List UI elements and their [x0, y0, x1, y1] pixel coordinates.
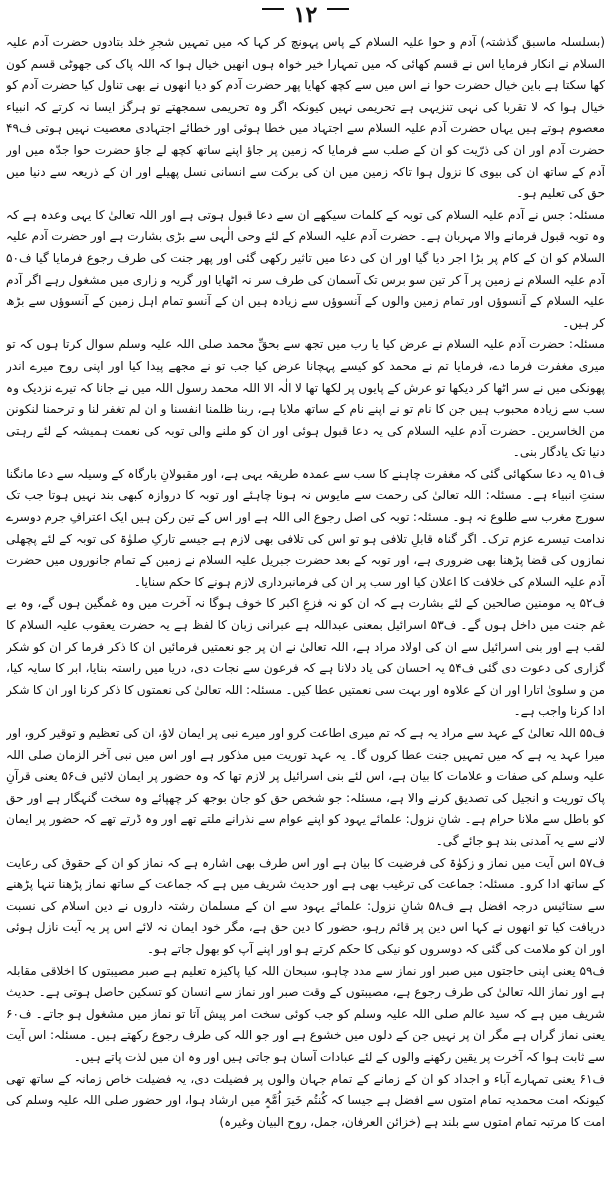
commentary-body	[6, 32, 605, 1190]
commentary-paragraph: ف۵۹ یعنی اپنی حاجتوں میں صبر اور نماز سے مدد چاہو، سبحان اللہ کیا پاکیزہ تعلیم ہے صبر مصیبتوں کا اخلاقی مقابلہ ہے اور نماز اللہ تعالیٰ کی طرف رجوع ہے، مصیبتوں کے وقت صبر اور نماز سے انسان کو تسکین حاصل ہوتی ہے۔ حدیث شریف میں ہے کہ سید عالم صلی اللہ علیہ وسلم کو جب کوئی سخت امر پیش آتا تو نماز میں مشغول ہو جاتے۔ ف۶۰ یعنی نماز گراں ہے مگر ان پر نہیں جن کے دلوں میں خشوع ہے اور جو اللہ کی طرف رجوع رکھتے ہیں۔ مسئلہ: اس آیت سے ثابت ہوا کہ آخرت پر یقین رکھنے والوں کے لئے عبادات آسان ہو جاتی ہیں اور وہ ان میں لذت پاتے ہیں۔	[6, 963, 605, 1064]
commentary-paragraph: مسئلہ: حضرت آدم علیہ السلام نے عرض کیا یا رب میں تجھ سے بحقِّ محمد صلی اللہ علیہ وسلم سوال کرتا ہوں کہ تو میری مغفرت فرما دے، فرمایا تم نے محمد کو کیسے پہچانا عرض کیا جب تو نے مجھے پیدا کیا اور اپنی روح میرے اندر پھونکی میں نے سر اٹھا کر دیکھا تو عرش کے پایوں پر لکھا تھا لا الٰہ الا اللہ محمد رسول اللہ میں نے جانا کہ تیرے نزدیک وہ سب سے زیادہ محبوب ہیں جن کا نام تو نے اپنے نام کے ساتھ ملایا ہے، ربنا ظلمنا انفسنا و ان لم تغفر لنا و ترحمنا لنکونن من الخاسرین۔ حضرت آدم علیہ السلام کی یہ دعا قبول ہوئی اور ان کو ملنے والی توبہ کی نعمت ہمیشہ کے لئے رہتی دنیا تک یادگار بنی۔	[6, 337, 605, 460]
page-number-ornament-right	[327, 8, 349, 10]
commentary-paragraph: ف۵۲ یہ مومنین صالحین کے لئے بشارت ہے کہ ان کو نہ فزعِ اکبر کا خوف ہوگا نہ آخرت میں وہ غمگین ہوں گے، وہ بے غم جنت میں داخل ہوں گے۔ ف۵۳ اسرائیل بمعنی عبداللہ ہے عبرانی زبان کا لفظ ہے یہ حضرت یعقوب علیہ السلام کا لقب ہے اور بنی اسرائیل سے ان کی اولاد مراد ہے، اللہ تعالیٰ نے ان پر جو نعمتیں فرمائیں ان کا ذکر فرما کر ان کو شکر گزاری کی دعوت دی گئی ف۵۴ یہ احسان کی یاد دلانا ہے کہ فرعون سے نجات دی، دریا میں راستہ بنایا، ابر کا سایہ کیا، من و سلویٰ اتارا اور ان کے علاوہ اور بہت سی نعمتیں عطا کیں۔ مسئلہ: اللہ تعالیٰ کی نعمتوں کا ذکر کرنا اور ان کا شکر ادا کرنا واجب ہے۔	[6, 596, 605, 719]
commentary-paragraph: (بسلسلہ ماسبق گذشتہ) آدم و حوا علیہ السلام کے پاس پہونچ کر کہا کہ میں تمہیں شجرِ خلد بتادوں حضرت آدم علیہ السلام نے انکار فرمایا اس نے قسم کھائی کہ میں تمہارا خیر خواہ ہوں انھیں خیال ہوا کہ اللہ پاک کی جھوٹی قسم کون کھا سکتا ہے باین خیال حضرت حوا نے اس میں سے کچھ کھایا پھر حضرت آدم کو دیا انھوں نے بھی تناول کیا حضرت آدم کو خیال ہوا کہ لا تقربا کی نہی تنزیہی ہے تحریمی نہیں کیونکہ اگر وہ تحریمی سمجھتے تو ہرگز ایسا نہ کرتے کہ انبیاء معصوم ہوتے ہیں یہاں حضرت آدم علیہ السلام سے اجتہاد میں خطا ہوئی اور خطائے اجتہادی معصیت نہیں ہوتی ف۴۹ حضرت آدم اور ان کی ذرّیت کو ان کے صلب سے فرمایا کہ زمین پر جاؤ اپنے ساتھ کچھ لے جاؤ حضرت حوا جدّہ میں اور آدم کے ساتھ ان کی بیوی کا نزول ہوا تاکہ زمین میں ان کی برکت سے انسانی نسل پھیلے اور ان کے ذریعہ سے دنیا میں حق کی تعلیم ہو۔	[6, 35, 605, 201]
commentary-paragraph: ف۵۱ یہ دعا سکھائی گئی کہ مغفرت چاہنے کا سب سے عمدہ طریقہ یہی ہے، اور مقبولانِ بارگاہ کے وسیلہ سے دعا مانگنا سنتِ انبیاء ہے۔ مسئلہ: اللہ تعالیٰ کی رحمت سے مایوس نہ ہونا چاہئے اور توبہ کا دروازہ کبھی بند نہیں ہوتا جب تک سورج مغرب سے طلوع نہ ہو۔ مسئلہ: توبہ کی اصل رجوع الی اللہ ہے اور اس کے تین رکن ہیں ایک اعترافِ جرم دوسرے ندامت تیسرے عزم ترک۔ اگر گناہ قابلِ تلافی ہو تو اس کی تلافی بھی لازم ہے جیسے تارکِ صلوٰۃ کی توبہ کے لئے پچھلی نمازوں کی قضا پڑھنا بھی ضروری ہے، اور توبہ کے بعد حضرت جبریل علیہ السلام نے زمین کے تمام جانوروں میں حضرت آدم علیہ السلام کی خلافت کا اعلان کیا اور سب پر ان کی فرمانبرداری لازم ہونے کا حکم سنایا۔	[6, 466, 605, 589]
page-number: ۱۲	[293, 2, 318, 28]
commentary-paragraph: مسئلہ: جس نے آدم علیہ السلام کی توبہ کے کلمات سیکھے ان سے دعا قبول ہوتی ہے اور اللہ تعالیٰ کا یہی وعدہ ہے کہ وہ توبہ قبول فرمانے والا مہربان ہے۔ حضرت آدم علیہ السلام کے لئے وحی الٰہی سے بڑی بشارت ہے اور حضرت آدم علیہ السلام کو ان کے کام پر بڑا اجر دیا گیا اور ان کی دعا میں تاثیر رکھی گئی اور پھر جنت کی طرف رجوع فرمایا گیا ف۵۰ آدم علیہ السلام نے زمین پر آ کر تین سو برس تک آسمان کی طرف سر نہ اٹھایا اور گریہ و زاری میں مشغول رہے اگر آدم علیہ السلام کے آنسوؤں اور تمام زمین والوں کے آنسوؤں سے زیادہ ہیں ان کے آنسو تمام اہل زمین کے آنسوؤں سے بڑھ کر ہیں۔	[6, 207, 605, 330]
commentary-paragraph: ف۵۷ اس آیت میں نماز و زکوٰۃ کی فرضیت کا بیان ہے اور اس طرف بھی اشارہ ہے کہ نماز کو ان کے حقوق کی رعایت کے ساتھ ادا کرو۔ مسئلہ: جماعت کی ترغیب بھی ہے اور حدیث شریف میں ہے کہ جماعت کے ساتھ نماز پڑھنا تنہا پڑھنے سے ستائیس درجہ افضل ہے ف۵۸ شانِ نزول: علمائے یہود سے ان کے مسلمان رشتہ داروں نے دین اسلام کی نسبت دریافت کیا تو انھوں نے کہا اس دین پر قائم رہو، حضور کا دین حق ہے، مگر خود ایمان نہ لائے اس پر یہ آیت نازل ہوئی اور ان کو ملامت کی گئی کہ دوسروں کو نیکی کا حکم کرتے ہو اور اپنے آپ کو بھول جاتے ہو۔	[6, 855, 605, 956]
commentary-paragraph: ف۶۱ یعنی تمہارے آباء و اجداد کو ان کے زمانے کے تمام جہان والوں پر فضیلت دی، یہ فضیلت خاص زمانہ کے ساتھ تھی کیونکہ امت محمدیہ تمام امتوں سے افضل ہے جیسا کہ کُنتُم خَیرَ اُمَّۃٍ میں ارشاد ہوا، اور حضور صلی اللہ علیہ وسلم کی امت کا مرتبہ تمام امتوں سے بلند ہے (خزائن العرفان، جمل، روح البیان وغیرہ)	[6, 1071, 605, 1129]
commentary-paragraph: ف۵۵ اللہ تعالیٰ کے عہد سے مراد یہ ہے کہ تم میری اطاعت کرو اور میرے نبی پر ایمان لاؤ، ان کی تعظیم و توقیر کرو، اور میرا عہد یہ ہے کہ میں تمہیں جنت عطا کروں گا۔ یہ عہد توریت میں مذکور ہے اور اس میں نبی آخر الزمان صلی اللہ علیہ وسلم کی صفات و علامات کا بیان ہے، اس لئے بنی اسرائیل پر لازم تھا کہ وہ حضور پر ایمان لائیں ف۵۶ یعنی قرآنِ پاک توریت و انجیل کی تصدیق کرنے والا ہے، مسئلہ: جو شخص حق کو جان بوجھ کر چھپائے وہ سخت گنہگار ہے اور حق کو باطل سے ملانا حرام ہے۔ شانِ نزول: علمائے یہود کو اپنے عوام سے نذرانے ملتے تھے اور وہ ڈرتے تھے کہ حضور پر ایمان لانے سے یہ آمدنی بند ہو جائے گی۔	[6, 726, 605, 848]
